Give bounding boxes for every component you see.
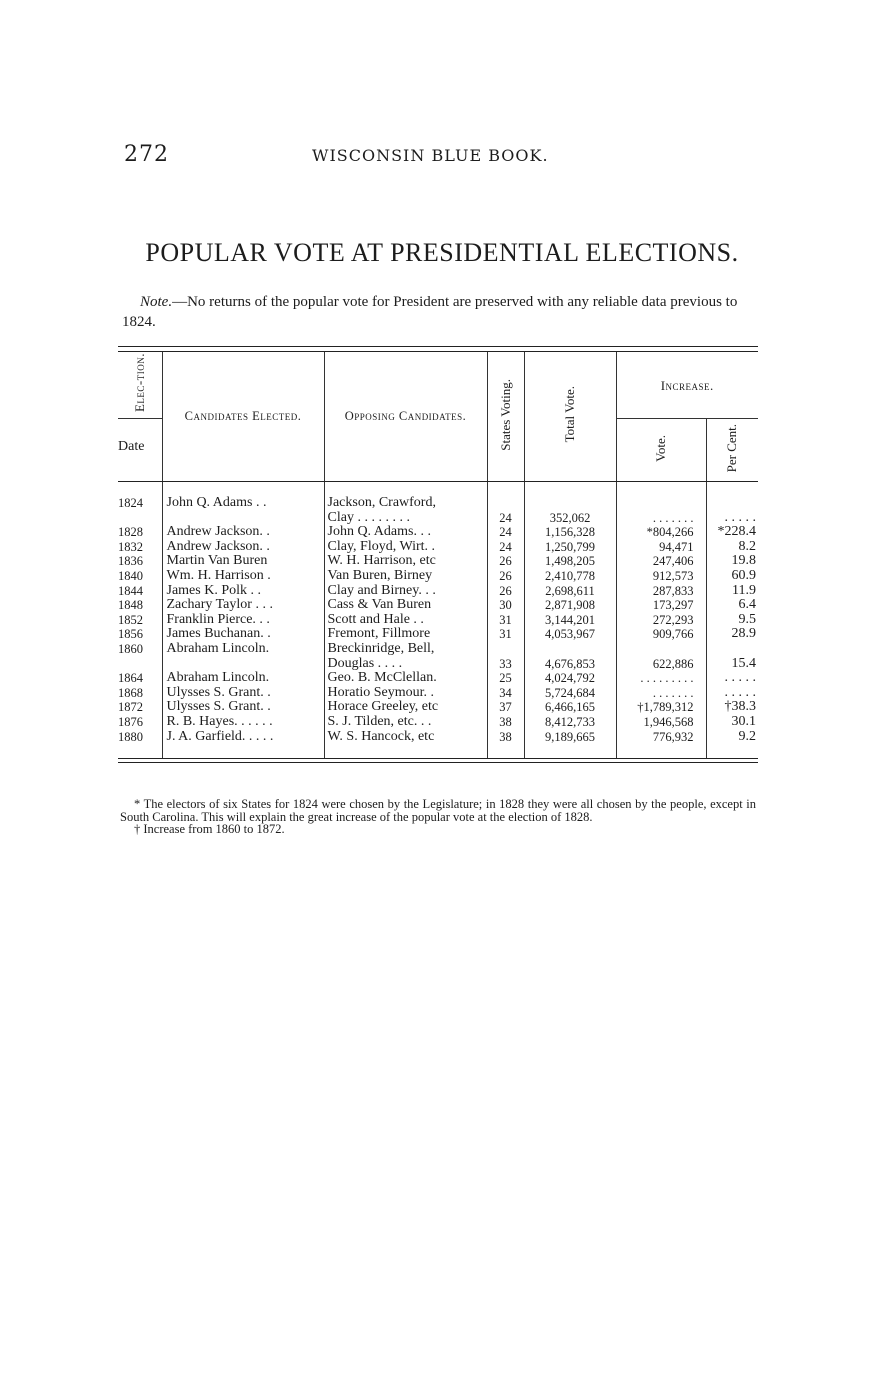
vote-increase-header [616,419,706,482]
table-row [118,569,758,584]
pct-cell: 30.1 [706,715,758,730]
elected-cell: James Buchanan. . [162,627,324,642]
year-cell: 1848 [118,598,143,613]
pct-cell [706,482,758,511]
pct-cell: 60.9 [706,569,758,584]
states-voting-header [487,352,524,482]
opposing-cell: S. J. Tilden, etc. . . [324,715,487,730]
total-cell [524,642,616,657]
table-row [118,598,758,613]
elected-cell: Zachary Taylor . . . [162,598,324,613]
page-number: 272 [124,142,169,167]
pct-cell: . . . . . [706,686,758,701]
vote-cell [616,642,706,657]
opposing-cell: Jackson, Crawford, [324,482,487,511]
total-cell: 2,410,778 [524,569,616,584]
total-cell: 4,676,853 [524,657,616,672]
total-cell: 5,724,684 [524,686,616,701]
elected-cell: John Q. Adams . . [162,482,324,511]
states-cell: 25 [487,671,524,686]
pct-cell: . . . . . [706,511,758,526]
opposing-cell: Horatio Seymour. . [324,686,487,701]
year-cell: 1876 [118,714,143,729]
election-table [118,352,758,758]
opposing-cell: W. H. Harrison, etc [324,554,487,569]
year-cell: 1880 [118,729,143,744]
opposing-cell: John Q. Adams. . . [324,525,487,540]
increase-header: Increase. [616,352,758,419]
vote-cell: *804,266 [616,525,706,540]
table-row [118,554,758,569]
pct-cell: 8.2 [706,540,758,555]
vote-cell: 912,573 [616,569,706,584]
table-row [118,657,758,672]
opposing-candidates-header: Opposing Candidates. [324,352,487,482]
footnotes [120,798,756,836]
total-cell: 9,189,665 [524,730,616,759]
year-cell [118,657,162,672]
year-cell: 1836 [118,554,143,569]
elected-cell: Andrew Jackson. . [162,540,324,555]
table-row [118,627,758,642]
elected-cell: Franklin Pierce. . . [162,613,324,628]
elected-cell: Wm. H. Harrison . [162,569,324,584]
states-cell: 31 [487,613,524,628]
vote-cell: 173,297 [616,598,706,613]
vote-cell: . . . . . . . [616,686,706,701]
elected-cell: James K. Polk . . [162,584,324,599]
footnote-dagger: † Increase from 1860 to 1872. [134,822,285,836]
bottom-double-rule [118,758,758,763]
elected-cell: Martin Van Buren [162,554,324,569]
total-cell: 2,871,908 [524,598,616,613]
states-voting-label: States Voting. [497,378,513,451]
year-cell: 1868 [118,685,143,700]
vote-cell: 622,886 [616,657,706,672]
note-lead: Note. [140,294,173,310]
per-cent-label: Per Cent. [724,423,740,473]
opposing-cell: Van Buren, Birney [324,569,487,584]
vote-cell: 776,932 [616,730,706,759]
pct-cell: 9.2 [706,730,758,759]
states-cell [487,642,524,657]
states-cell: 38 [487,730,524,759]
note-dash: — [172,294,188,310]
opposing-cell: Clay . . . . . . . . [324,511,487,526]
opposing-cell: Breckinridge, Bell, [324,642,487,657]
year-cell: 1852 [118,612,143,627]
table-row [118,642,758,657]
year-cell: 1856 [118,627,143,642]
table-row [118,686,758,701]
running-head: WISCONSIN BLUE BOOK. [312,146,549,165]
opposing-cell: Fremont, Fillmore [324,627,487,642]
elected-cell: R. B. Hayes. . . . . . [162,715,324,730]
vote-cell [616,482,706,511]
vote-cell: 287,833 [616,584,706,599]
states-cell: 24 [487,511,524,526]
table-row [118,671,758,686]
states-cell: 30 [487,598,524,613]
header-row-top [118,352,758,419]
table-row [118,730,758,759]
states-cell: 26 [487,584,524,599]
table-row [118,511,758,526]
vote-cell: . . . . . . . [616,511,706,526]
total-cell: 352,062 [524,511,616,526]
table-row [118,525,758,540]
total-cell: 4,053,967 [524,627,616,642]
opposing-cell: Geo. B. McClellan. [324,671,487,686]
election-header-label: Elec-tion. [131,353,147,413]
opposing-cell: Douglas . . . . [324,657,487,672]
table-row [118,584,758,599]
total-cell: 4,024,792 [524,671,616,686]
elected-cell [162,657,324,672]
opposing-cell: Scott and Hale . . [324,613,487,628]
total-vote-header [524,352,616,482]
states-cell: 34 [487,686,524,701]
note-paragraph [122,292,762,332]
year-cell: 1860 [118,641,143,656]
candidates-elected-header: Candidates Elected. [162,352,324,482]
year-cell: 1872 [118,700,143,715]
vote-increase-label: Vote. [653,434,668,462]
election-table-container [118,346,758,763]
elected-cell: Abraham Lincoln. [162,642,324,657]
opposing-cell: Cass & Van Buren [324,598,487,613]
opposing-cell: Horace Greeley, etc [324,700,487,715]
total-cell: 1,250,799 [524,540,616,555]
states-cell [487,482,524,511]
total-cell: 1,498,205 [524,554,616,569]
states-cell: 37 [487,700,524,715]
opposing-cell: W. S. Hancock, etc [324,730,487,759]
elected-cell: Ulysses S. Grant. . [162,686,324,701]
total-vote-label: Total Vote. [562,386,577,443]
page-title: POPULAR VOTE AT PRESIDENTIAL ELECTIONS. [145,238,739,267]
year-cell [118,511,162,526]
pct-cell: †38.3 [706,700,758,715]
total-cell [524,482,616,511]
vote-cell: . . . . . . . . . [616,671,706,686]
states-cell: 33 [487,657,524,672]
total-cell: 8,412,733 [524,715,616,730]
pct-cell: 15.4 [706,657,758,672]
year-cell: 1832 [118,539,143,554]
total-cell: 2,698,611 [524,584,616,599]
elected-cell: Andrew Jackson. . [162,525,324,540]
election-header [118,352,162,419]
states-cell: 26 [487,554,524,569]
year-cell: 1840 [118,568,143,583]
pct-cell: . . . . . [706,671,758,686]
total-cell: 3,144,201 [524,613,616,628]
pct-cell: *228.4 [706,525,758,540]
table-row [118,540,758,555]
total-cell: 6,466,165 [524,700,616,715]
vote-cell: 272,293 [616,613,706,628]
pct-cell: 28.9 [706,627,758,642]
per-cent-header [706,419,758,482]
opposing-cell: Clay, Floyd, Wirt. . [324,540,487,555]
elected-cell [162,511,324,526]
pct-cell [706,642,758,657]
vote-cell: 94,471 [616,540,706,555]
year-cell: 1824 [118,496,143,510]
pct-cell: 6.4 [706,598,758,613]
states-cell: 24 [487,540,524,555]
opposing-cell: Clay and Birney. . . [324,584,487,599]
elected-cell: Abraham Lincoln. [162,671,324,686]
vote-cell: 247,406 [616,554,706,569]
vote-cell: †1,789,312 [616,700,706,715]
states-cell: 24 [487,525,524,540]
note-text: No returns of the popular vote for President are preserved with any reliable data previous to 1824. [122,294,738,330]
year-cell: 1864 [118,671,143,686]
table-row [118,613,758,628]
states-cell: 38 [487,715,524,730]
vote-cell: 1,946,568 [616,715,706,730]
pct-cell: 9.5 [706,613,758,628]
pct-cell: 11.9 [706,584,758,599]
states-cell: 31 [487,627,524,642]
table-row [118,715,758,730]
states-cell: 26 [487,569,524,584]
table-row [118,700,758,715]
vote-cell: 909,766 [616,627,706,642]
table-row [118,482,758,511]
elected-cell: J. A. Garfield. . . . . [162,730,324,759]
date-header: Date [118,419,162,482]
total-cell: 1,156,328 [524,525,616,540]
elected-cell: Ulysses S. Grant. . [162,700,324,715]
footnote-asterisk: * The electors of six States for 1824 were chosen by the Legislature; in 1828 they were all chosen by the people, except in South Carolina. This will explain the great increase of the popular vote at the election of 1828. [120,797,756,824]
year-cell: 1828 [118,525,143,540]
pct-cell: 19.8 [706,554,758,569]
year-cell: 1844 [118,583,143,598]
